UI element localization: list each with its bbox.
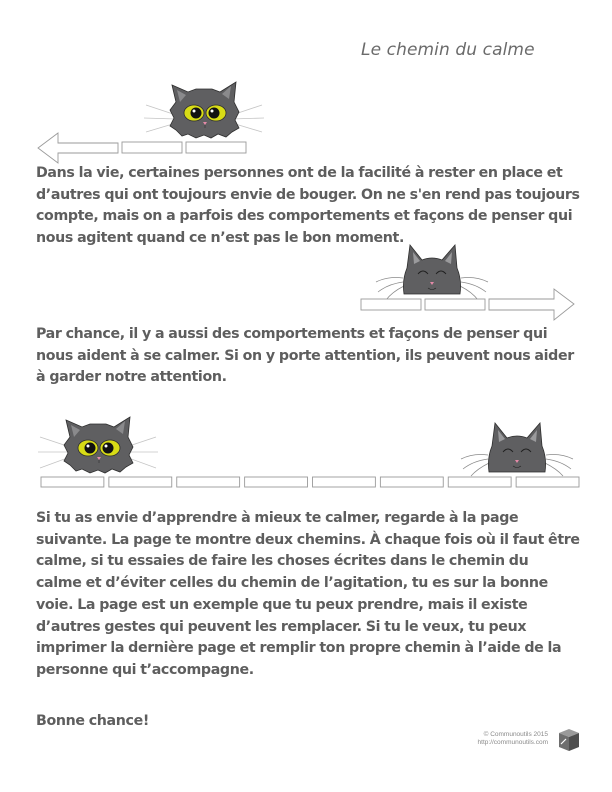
closing-paragraph xyxy=(36,711,581,733)
instructions-paragraph xyxy=(36,508,581,682)
text-line: Bonne chance! xyxy=(36,713,149,729)
text-line: voie. La page est un exemple que tu peux prendre, mais il existe xyxy=(36,596,528,613)
path-box xyxy=(177,477,240,487)
agitated-cat-icon xyxy=(38,417,158,473)
combined-path-boxes xyxy=(41,477,579,487)
path-box xyxy=(122,142,182,153)
calm-cat-icon xyxy=(376,245,488,300)
text-line: nous aident à se calmer. Si on y porte attention, ils peuvent nous aider xyxy=(36,347,574,364)
path-box xyxy=(425,299,485,310)
path-box xyxy=(109,477,172,487)
text-line: personne qui t’accompagne. xyxy=(36,661,254,678)
left-arrow-icon xyxy=(38,133,118,163)
agitation-path-illustration xyxy=(36,80,286,170)
path-box xyxy=(313,477,376,487)
text-line: Par chance, il y a aussi des comportements et façons de penser qui xyxy=(36,326,548,342)
cube-logo-icon xyxy=(558,728,580,752)
path-box xyxy=(516,477,579,487)
website-link[interactable]: http://communoutils.com xyxy=(477,739,548,746)
calm-path-illustration xyxy=(358,240,583,325)
path-box xyxy=(41,477,104,487)
path-box xyxy=(361,299,421,310)
text-line: d’autres gestes qui peuvent les remplacer. Si tu le veux, tu peux xyxy=(36,618,527,635)
path-box xyxy=(380,477,443,487)
path-box xyxy=(448,477,511,487)
footer-credits xyxy=(478,731,548,747)
text-line: d’autres qui ont toujours envie de bouger. On ne s'en rend pas toujours xyxy=(36,186,580,203)
right-arrow-icon xyxy=(489,289,574,320)
text-line: Dans la vie, certaines personnes ont de la facilité à rester en place et xyxy=(36,165,563,181)
text-line: à garder notre attention. xyxy=(36,369,227,386)
text-line: Si tu as envie d’apprendre à mieux te calmer, regarde à la page xyxy=(36,510,519,526)
intro-paragraph xyxy=(36,163,581,250)
agitated-cat-icon xyxy=(144,82,264,138)
path-box xyxy=(245,477,308,487)
calm-cat-icon xyxy=(461,423,573,476)
text-line: calme, si tu essaies de faire les choses écrites dans le chemin du xyxy=(36,553,529,570)
text-line: compte, mais on a parfois des comportements et façons de penser qui xyxy=(36,208,573,225)
text-line: suivante. La page te montre deux chemins. À chaque fois où il faut être xyxy=(36,531,580,548)
page-title: Le chemin du calme xyxy=(361,40,535,60)
text-line: calme et d’éviter celles du chemin de l’agitation, tu es sur la bonne xyxy=(36,575,548,592)
second-paragraph xyxy=(36,324,581,389)
copyright-text: © Communoutils 2015 xyxy=(483,731,548,738)
combined-path-illustration xyxy=(36,410,586,492)
path-box xyxy=(186,142,246,153)
text-line: nous agitent quand ce n’est pas le bon moment. xyxy=(36,230,405,247)
text-line: imprimer la dernière page et remplir ton propre chemin à l’aide de la xyxy=(36,640,562,657)
